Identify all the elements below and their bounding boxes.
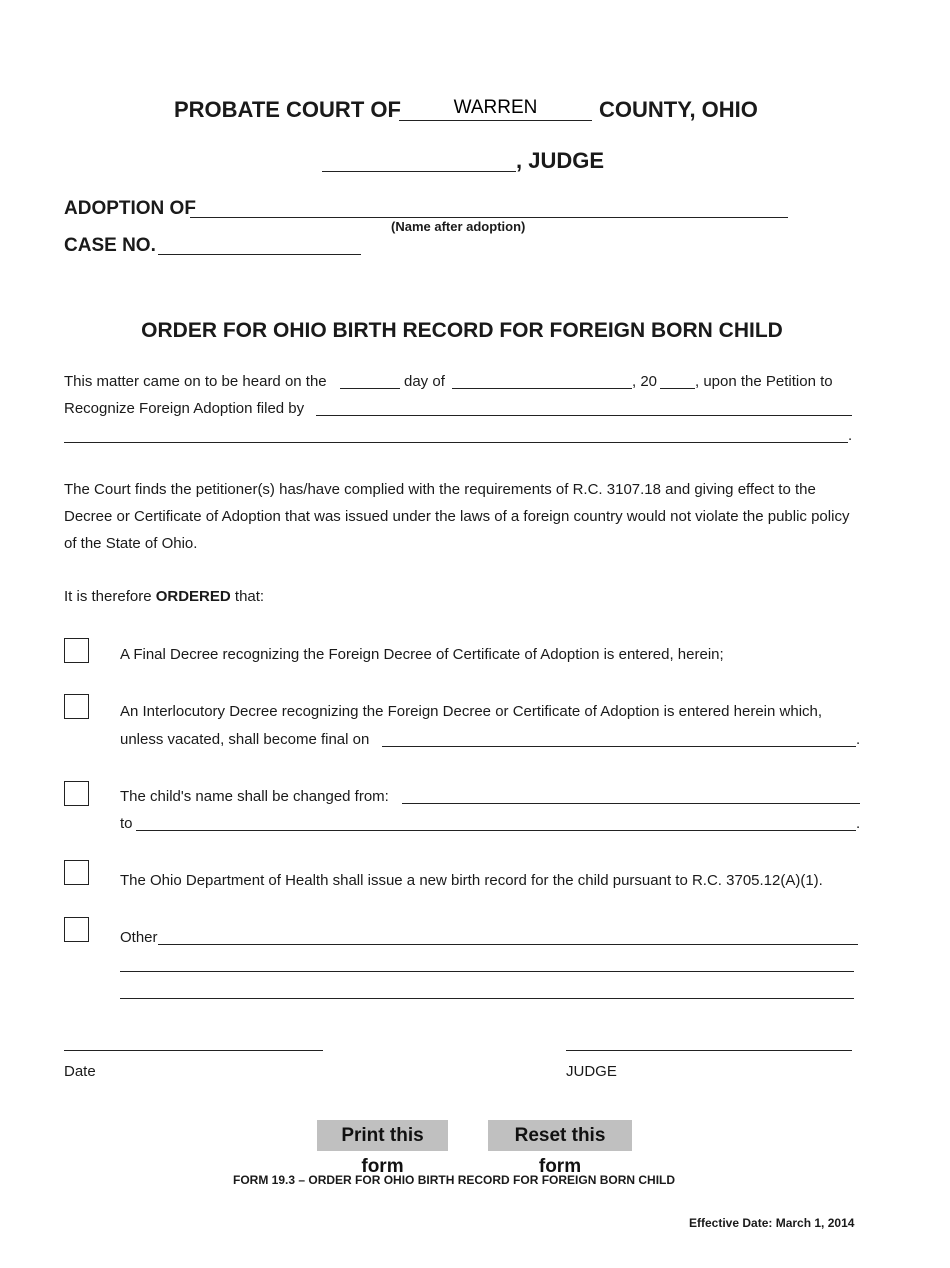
final-date-field[interactable]	[382, 746, 856, 747]
print-form-button[interactable]: Print this form	[317, 1120, 448, 1151]
ordered-pre: It is therefore	[64, 588, 156, 605]
final-decree-text: A Final Decree recognizing the Foreign Decree of Certificate of Adoption is entered, herein;	[120, 646, 724, 663]
interlocutory-checkbox[interactable]	[64, 694, 89, 719]
ordered-bold: ORDERED	[155, 588, 231, 605]
final-date-period: .	[856, 731, 861, 748]
form-identifier: FORM 19.3 – ORDER FOR OHIO BIRTH RECORD FOR FOREIGN BORN CHILD	[233, 1173, 676, 1187]
effective-date: Effective Date: March 1, 2014	[689, 1216, 855, 1230]
ordered-post: that:	[230, 588, 265, 605]
other-field-2[interactable]	[120, 971, 854, 972]
case-label: CASE NO.	[64, 235, 156, 256]
name-change-text-2: to	[120, 815, 133, 832]
old-name-field[interactable]	[402, 803, 860, 804]
page-title: ORDER FOR OHIO BIRTH RECORD FOR FOREIGN BORN CHILD	[141, 319, 783, 342]
findings-line-1: The Court finds the petitioner(s) has/have complied with the requirements of R.C. 3107.18 and giving effect to the	[64, 481, 816, 498]
hearing-day-field[interactable]	[340, 388, 400, 389]
hearing-text-4: , upon the Petition to	[695, 373, 833, 390]
hearing-year-field[interactable]	[660, 388, 695, 389]
county-suffix: COUNTY, OHIO	[599, 97, 758, 122]
adoption-name-field[interactable]	[190, 217, 788, 218]
findings-line-3: of the State of Ohio.	[64, 535, 198, 552]
hearing-text-2: day of	[404, 373, 445, 390]
hearing-text-1: This matter came on to be heard on the	[64, 373, 327, 390]
petitioner-field[interactable]	[316, 415, 852, 416]
case-number-field[interactable]	[158, 254, 361, 255]
name-change-text-1: The child's name shall be changed from:	[120, 788, 389, 805]
other-field-1[interactable]	[158, 944, 858, 945]
ordered-line	[64, 588, 264, 605]
new-name-field[interactable]	[136, 830, 856, 831]
findings-line-2: Decree or Certificate of Adoption that was issued under the laws of a foreign country would not violate the public policy	[64, 508, 850, 525]
judge-name-field[interactable]	[322, 171, 516, 172]
birth-record-text: The Ohio Department of Health shall issue a new birth record for the child pursuant to R.C. 3705.12(A)(1).	[120, 872, 823, 889]
hearing-text-5: Recognize Foreign Adoption filed by	[64, 400, 305, 417]
date-signature-line[interactable]	[64, 1050, 323, 1051]
adoption-label: ADOPTION OF	[64, 198, 196, 219]
judge-signature-line[interactable]	[566, 1050, 852, 1051]
county-input[interactable]	[399, 97, 592, 119]
judge-label: JUDGE	[566, 1063, 617, 1080]
other-field-3[interactable]	[120, 998, 854, 999]
interlocutory-text-1: An Interlocutory Decree recognizing the Foreign Decree or Certificate of Adoption is entered herein which,	[120, 703, 823, 720]
other-checkbox[interactable]	[64, 917, 89, 942]
name-caption: (Name after adoption)	[391, 219, 526, 234]
name-change-checkbox[interactable]	[64, 781, 89, 806]
judge-suffix: , JUDGE	[516, 148, 605, 173]
petitioner-field-2[interactable]	[64, 442, 848, 443]
birth-record-checkbox[interactable]	[64, 860, 89, 885]
petitioner-period: .	[848, 427, 853, 444]
court-prefix: PROBATE COURT OF	[174, 97, 401, 122]
final-decree-checkbox[interactable]	[64, 638, 89, 663]
county-underline	[399, 120, 592, 121]
hearing-text-3: , 20	[632, 373, 658, 390]
reset-form-button[interactable]: Reset this form	[488, 1120, 632, 1151]
interlocutory-text-2: unless vacated, shall become final on	[120, 731, 370, 748]
date-label: Date	[64, 1063, 96, 1080]
new-name-period: .	[856, 815, 861, 832]
hearing-month-field[interactable]	[452, 388, 632, 389]
county-field[interactable]	[399, 97, 592, 119]
other-label: Other	[120, 929, 158, 946]
